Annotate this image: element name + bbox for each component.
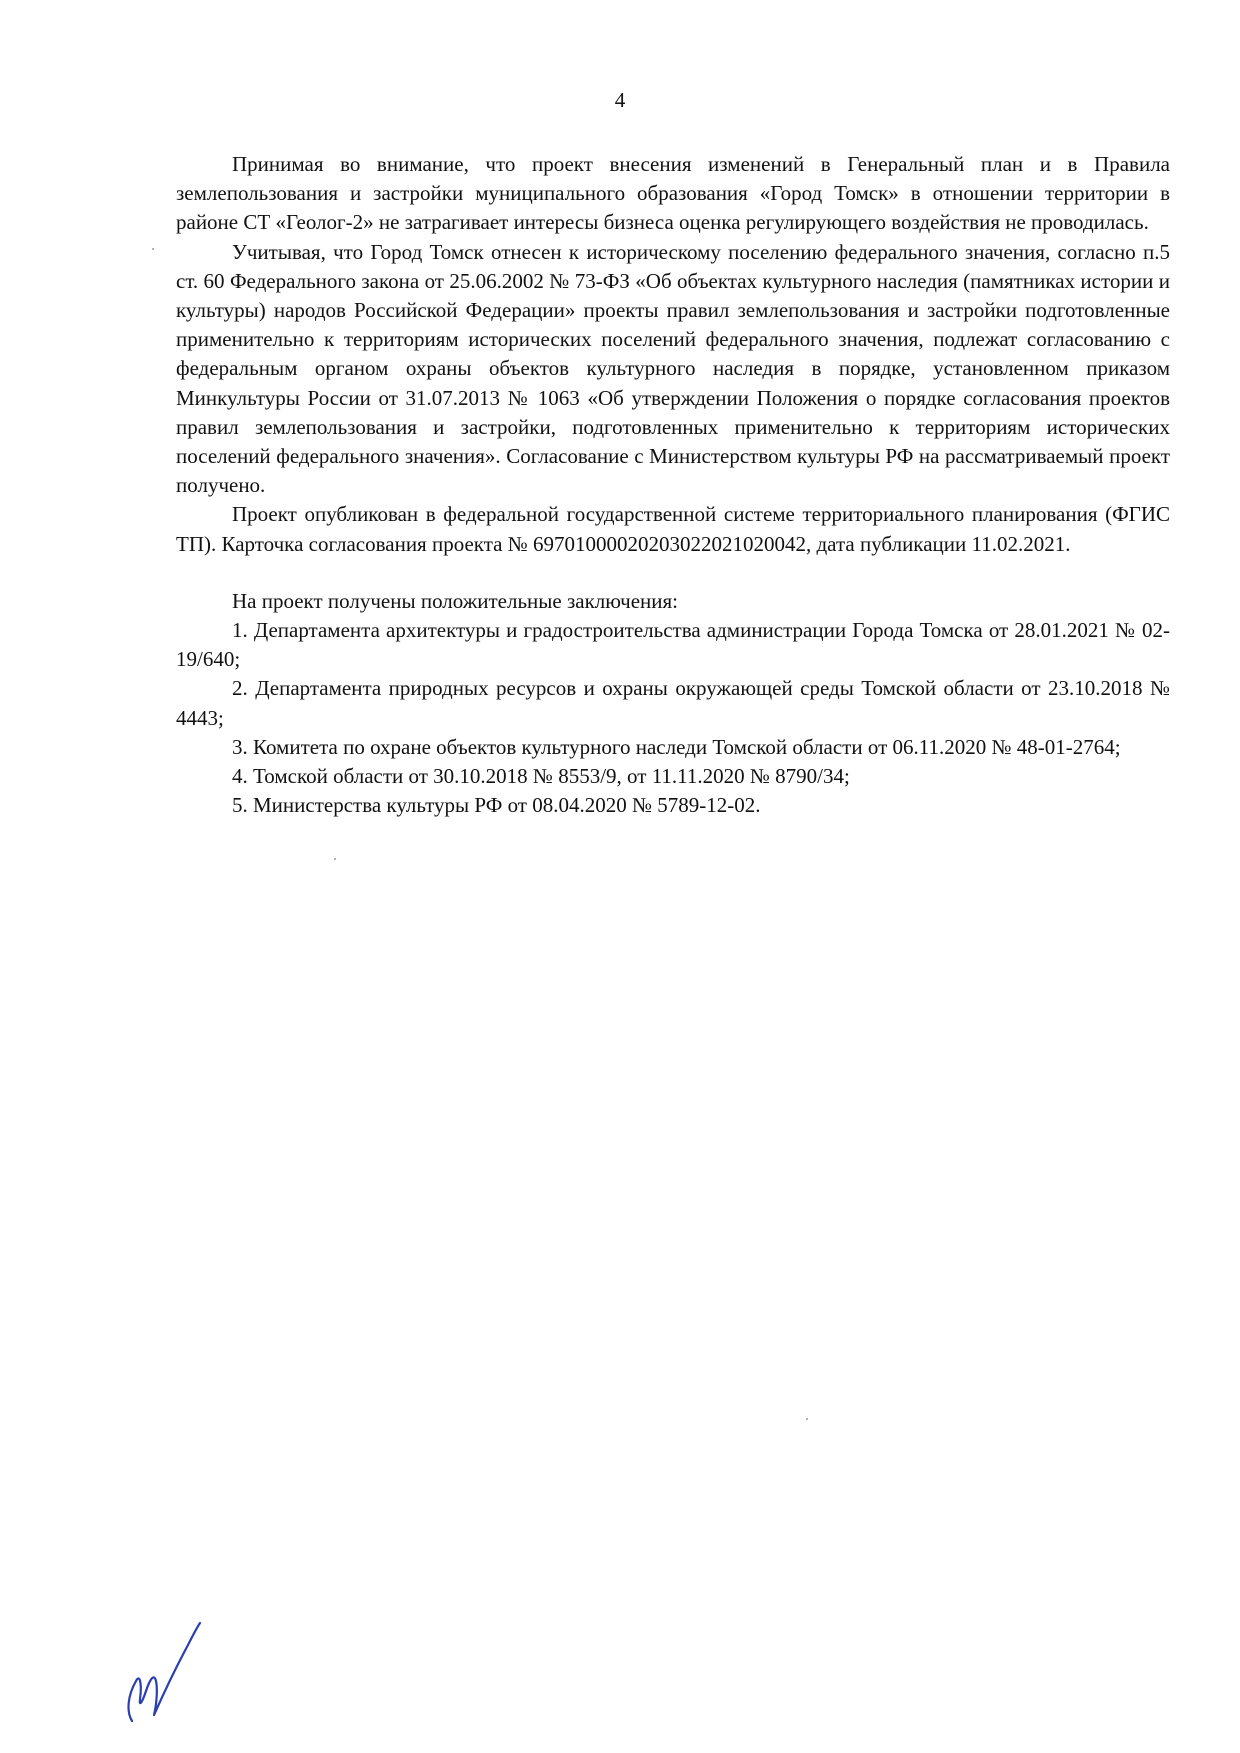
scan-speck <box>334 858 336 860</box>
page-number: 4 <box>614 88 626 112</box>
conclusions-list <box>176 616 1170 820</box>
conclusions-intro: На проект получены положительные заключения: <box>232 588 679 613</box>
scan-speck <box>152 248 154 250</box>
scan-speck <box>806 1418 808 1420</box>
paragraph-regulatory-assessment: Принимая во внимание, что проект внесения изменений в Генеральный план и в Правила землепользования и застройки муниципального образования «Город Томск» в отношении территории в районе СТ «Геолог-2» не затрагивает интересы бизнеса оценка регулирующего воздействия не проводилась. <box>176 152 1170 235</box>
paragraph-historical-settlement: Учитывая, что Город Томск отнесен к историческому поселению федерального значения, согласно п.5 ст. 60 Федерального закона от 25.06.2002 № 73-ФЗ «Об объектах культурного наследия (памятниках истории и культуры) народов Российской Федерации» проекты правил землепользования и застройки подготовленные применительно к территориям исторических поселений федерального значения, подлежат согласованию с федеральным органом охраны объектов культурного наследия в порядке, установленном приказом Минкультуры России от 31.07.2013 № 1063 «Об утверждении Положения о порядке согласования проектов правил землепользования и застройки, подготовленных применительно к территориям исторических поселений федерального значения». Согласование с Министерством культуры РФ на рассматриваемый проект получено. <box>176 239 1170 498</box>
conclusion-item: 4. Томской области от 30.10.2018 № 8553/9, от 11.11.2020 № 8790/34; <box>232 764 850 789</box>
conclusion-item: 3. Комитета по охране объектов культурного наследи Томской области от 06.11.2020 № 48-01-2764; <box>232 734 1121 759</box>
document-body <box>176 150 1170 820</box>
conclusion-item: 2. Департамента природных ресурсов и охраны окружающей среды Томской области от 23.10.2018 № 4443; <box>176 676 1170 730</box>
conclusion-item: 1. Департамента архитектуры и градостроительства администрации Города Томска от 28.01.2021 № 02-19/640; <box>176 618 1170 672</box>
signature-icon <box>118 1615 208 1725</box>
conclusion-item: 5. Министерства культуры РФ от 08.04.2020 № 5789-12-02. <box>232 793 761 818</box>
paragraph-spacer <box>176 559 1170 587</box>
paragraph-publication: Проект опубликован в федеральной государственной системе территориального планирования (ФГИС ТП). Карточка согласования проекта № 69701000020203022021020042, дата публикации 11.02.2021. <box>176 502 1170 556</box>
